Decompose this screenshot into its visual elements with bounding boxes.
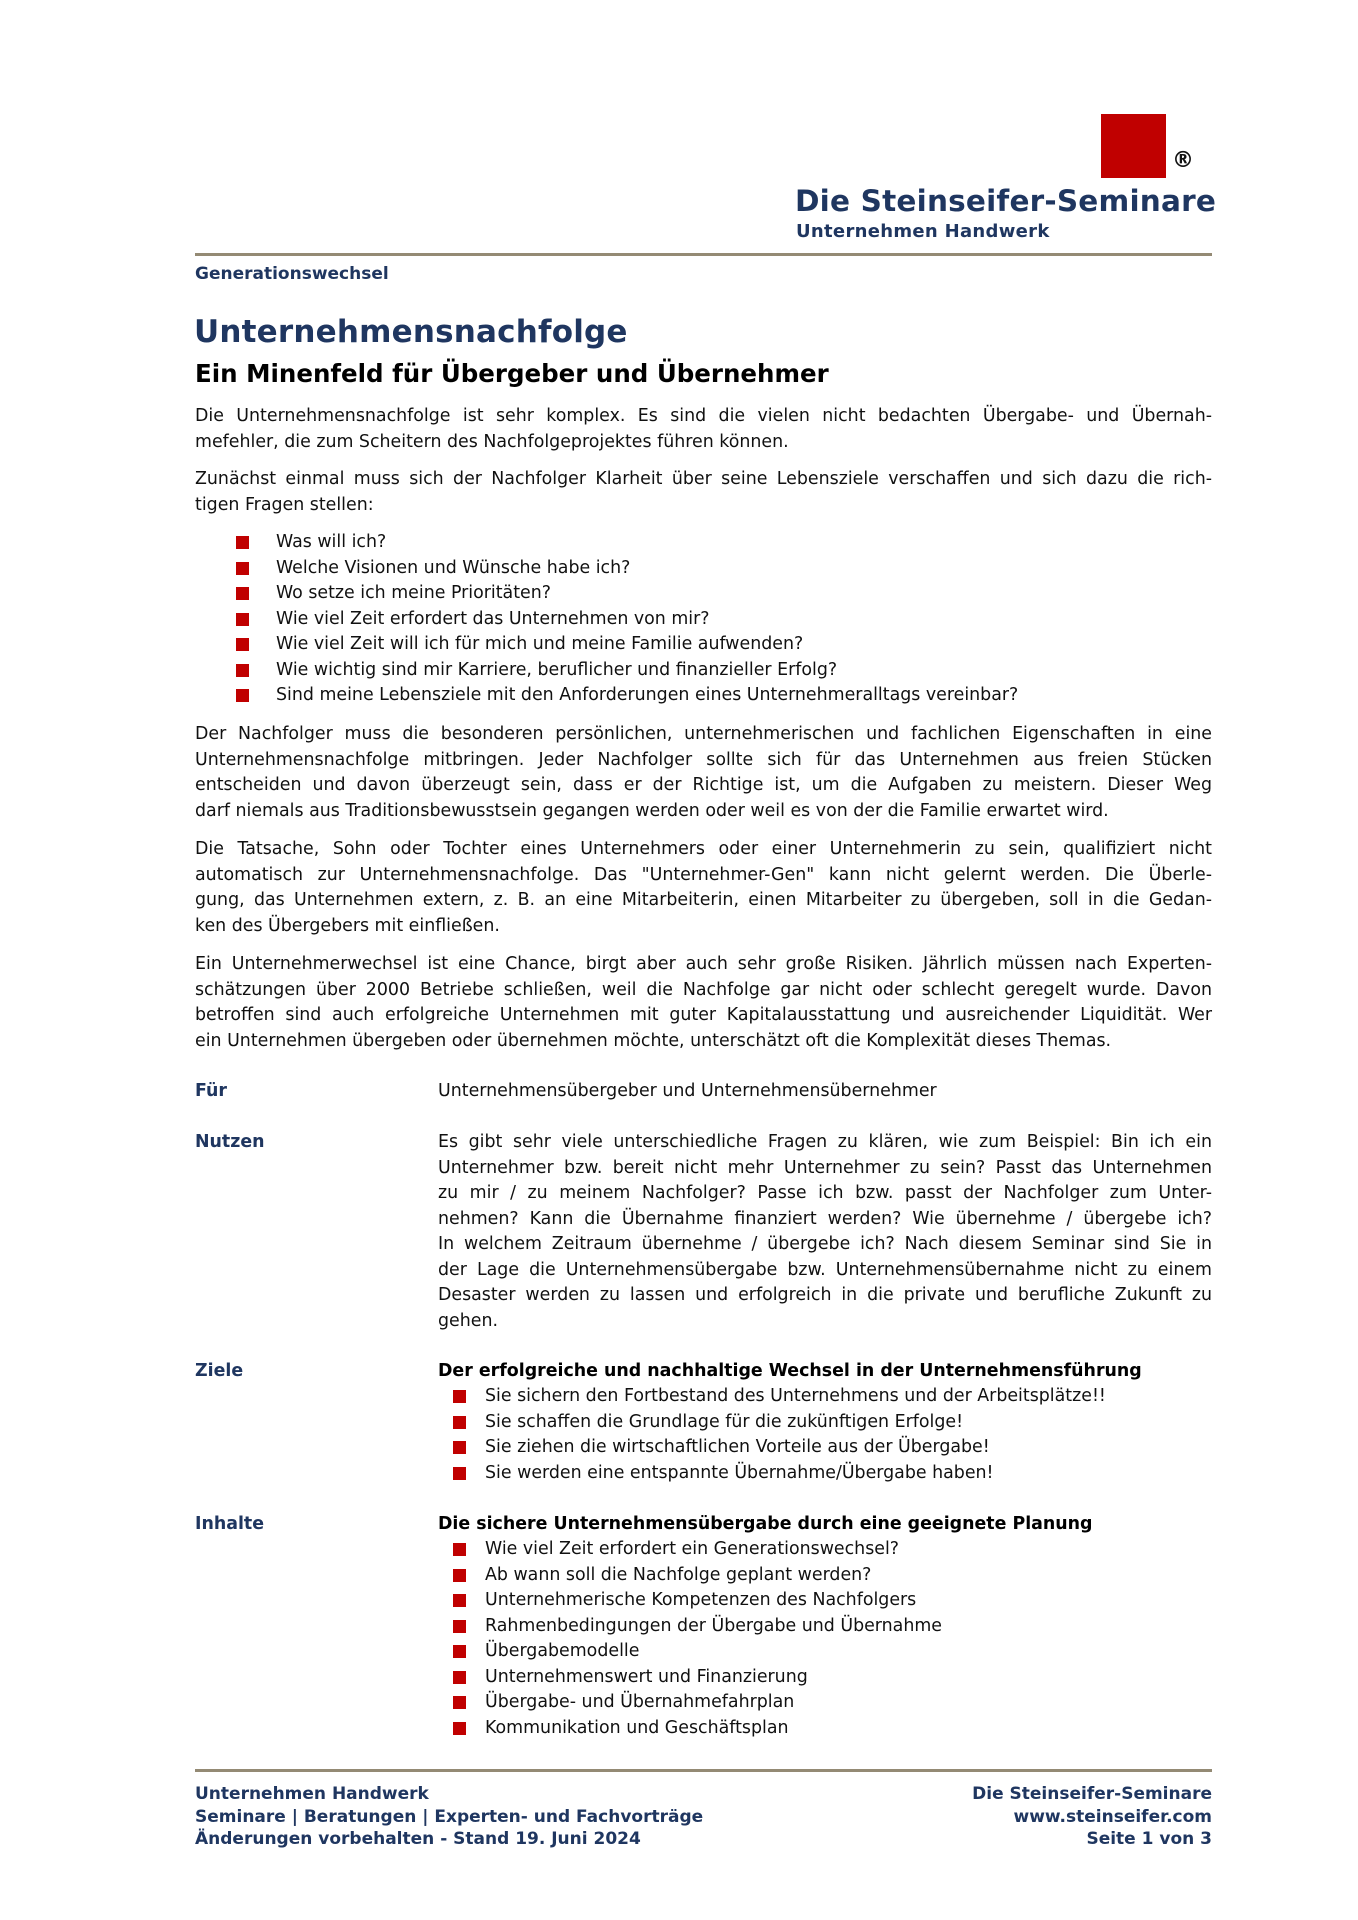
- bullet-square-icon: [453, 1620, 466, 1633]
- registered-trademark-icon: ®: [1172, 148, 1194, 173]
- footer-right: [972, 1783, 1212, 1851]
- footer-left: [195, 1783, 703, 1851]
- questions-intro-paragraph: [195, 467, 1212, 518]
- paragraph-line: entscheiden und davon überzeugt sein, dass er der Richtige ist, um die Aufgaben zu meistern. Dieser Weg: [195, 775, 1212, 795]
- paragraph-line: darf niemals aus Traditionsbewusstsein gegangen werden oder weil es von der die Familie erwartet wird.: [195, 800, 1109, 821]
- paragraph-line: In welchem Zeitraum übernehme / übergebe ich? Nach diesem Seminar sind Sie in: [438, 1234, 1212, 1254]
- paragraph-line: zu mir / zu meinem Nachfolger? Passe ich bzw. passt der Nachfolger zum Unter-: [438, 1183, 1212, 1203]
- paragraph-line: Unternehmer bzw. bereit nicht mehr Unternehmer zu sein? Passt das Unternehmen: [438, 1157, 1212, 1178]
- successor-paragraph: [195, 722, 1212, 824]
- section-nutzen-text: [438, 1130, 1212, 1334]
- paragraph-line: Der Nachfolger muss die besonderen persönlichen, unternehmerischen und fachlichen Eigenschaften in eine: [195, 724, 1212, 744]
- paragraph-line: automatisch zur Unternehmensnachfolge. Das "Unternehmer-Gen" kann nicht gelernt werden. Die Überle-: [195, 864, 1212, 885]
- bullet-square-icon: [453, 1390, 466, 1403]
- page-title: Unternehmensnachfolge: [194, 314, 628, 350]
- paragraph-line: Ein Unternehmerwechsel ist eine Chance, birgt aber auch sehr große Risiken. Jährlich müssen nach Experten-: [195, 954, 1212, 974]
- paragraph-line: ken des Übergebers mit einfließen.: [195, 915, 500, 936]
- bullet-square-icon: [453, 1594, 466, 1607]
- bullet-square-icon: [236, 613, 249, 626]
- bullet-square-icon: [236, 664, 249, 677]
- paragraph-line: betroffen sind auch erfolgreiche Unternehmen mit guter Kapitalausstattung und ausreichender Liquidität. Wer: [195, 1005, 1212, 1025]
- paragraph-line: Die Tatsache, Sohn oder Tochter eines Unternehmers oder einer Unternehmerin zu sein, qualifiziert nicht: [195, 839, 1212, 859]
- brand-title: Die Steinseifer-Seminare: [795, 184, 1217, 218]
- bullet-square-icon: [453, 1467, 466, 1480]
- paragraph-line: der Lage die Unternehmensübergabe bzw. Unternehmensübernahme nicht zu einem: [438, 1259, 1212, 1280]
- page-subtitle: Ein Minenfeld für Übergeber und Übernehmer: [195, 359, 829, 388]
- bullet-square-icon: [236, 689, 249, 702]
- paragraph-line: Es gibt sehr viele unterschiedliche Fragen zu klären, wie zum Beispiel: Bin ich ein: [438, 1132, 1212, 1152]
- bullet-square-icon: [236, 536, 249, 549]
- section-label-fuer: Für: [195, 1081, 227, 1101]
- paragraph-line: gehen.: [438, 1310, 499, 1331]
- paragraph-line: tigen Fragen stellen:: [195, 494, 374, 515]
- section-label-nutzen: Nutzen: [195, 1132, 265, 1152]
- section-fuer-text: Unternehmensübergeber und Unternehmensübernehmer: [438, 1081, 937, 1101]
- footer-company: Unternehmen Handwerk: [195, 1784, 429, 1804]
- paragraph-line: Unternehmensnachfolge mitbringen. Jeder Nachfolger sollte sich für das Unternehmen aus freien Stücken: [195, 749, 1212, 770]
- paragraph-line: ein Unternehmen übergeben oder übernehmen möchte, unterschätzt oft die Komplexität dieses Themas.: [195, 1030, 1112, 1051]
- footer-page-number: Seite 1 von 3: [1086, 1829, 1212, 1849]
- paragraph-line: schätzungen über 2000 Betriebe schließen, weil die Nachfolge gar nicht oder schlecht geregelt wurde. Davon: [195, 979, 1212, 1000]
- intro-paragraph: [195, 404, 1212, 455]
- section-inhalte-heading: Die sichere Unternehmensübergabe durch eine geeignete Planung: [438, 1514, 1093, 1534]
- paragraph-line: gung, das Unternehmen extern, z. B. an eine Mitarbeiterin, einen Mitarbeiter zu übergeben, soll in die Gedan-: [195, 890, 1212, 910]
- brand-subtitle: Unternehmen Handwerk: [796, 221, 1050, 242]
- bullet-square-icon: [453, 1569, 466, 1582]
- section-ziele-heading: Der erfolgreiche und nachhaltige Wechsel in der Unternehmensführung: [438, 1361, 1142, 1381]
- bullet-square-icon: [453, 1671, 466, 1684]
- bullet-square-icon: [236, 638, 249, 651]
- footer-services: Seminare | Beratungen | Experten- und Fachvorträge: [195, 1806, 704, 1827]
- bullet-square-icon: [453, 1416, 466, 1429]
- footer-website-link[interactable]: www.steinseifer.com: [1013, 1806, 1212, 1827]
- footer-revision-note: Änderungen vorbehalten - Stand 19. Juni 2024: [195, 1829, 641, 1849]
- header-divider: [195, 253, 1212, 256]
- risk-paragraph: [195, 952, 1212, 1054]
- paragraph-line: Desaster werden zu lassen und erfolgreich in die private und berufliche Zukunft zu: [438, 1285, 1212, 1305]
- bullet-square-icon: [236, 562, 249, 575]
- bullet-square-icon: [453, 1543, 466, 1556]
- paragraph-line: Die Unternehmensnachfolge ist sehr komplex. Es sind die vielen nicht bedachten Übergabe- und Übernah-: [195, 406, 1212, 426]
- paragraph-line: Zunächst einmal muss sich der Nachfolger Klarheit über seine Lebensziele verschaffen und sich dazu die rich-: [195, 469, 1212, 489]
- bullet-square-icon: [236, 587, 249, 600]
- bullet-square-icon: [453, 1722, 466, 1735]
- footer-divider: [195, 1769, 1212, 1772]
- fact-paragraph: [195, 837, 1212, 939]
- bullet-square-icon: [453, 1645, 466, 1658]
- paragraph-line: mefehler, die zum Scheitern des Nachfolgeprojektes führen können.: [195, 431, 789, 452]
- bullet-square-icon: [453, 1441, 466, 1454]
- category-label: Generationswechsel: [195, 264, 389, 284]
- footer-brand: Die Steinseifer-Seminare: [972, 1784, 1212, 1804]
- section-label-inhalte: Inhalte: [195, 1514, 265, 1534]
- bullet-square-icon: [453, 1696, 466, 1709]
- paragraph-line: nehmen? Kann die Übernahme finanziert werden? Wie übernehme / übergebe ich?: [438, 1208, 1212, 1229]
- section-label-ziele: Ziele: [195, 1361, 244, 1381]
- logo-red-square: [1101, 114, 1166, 178]
